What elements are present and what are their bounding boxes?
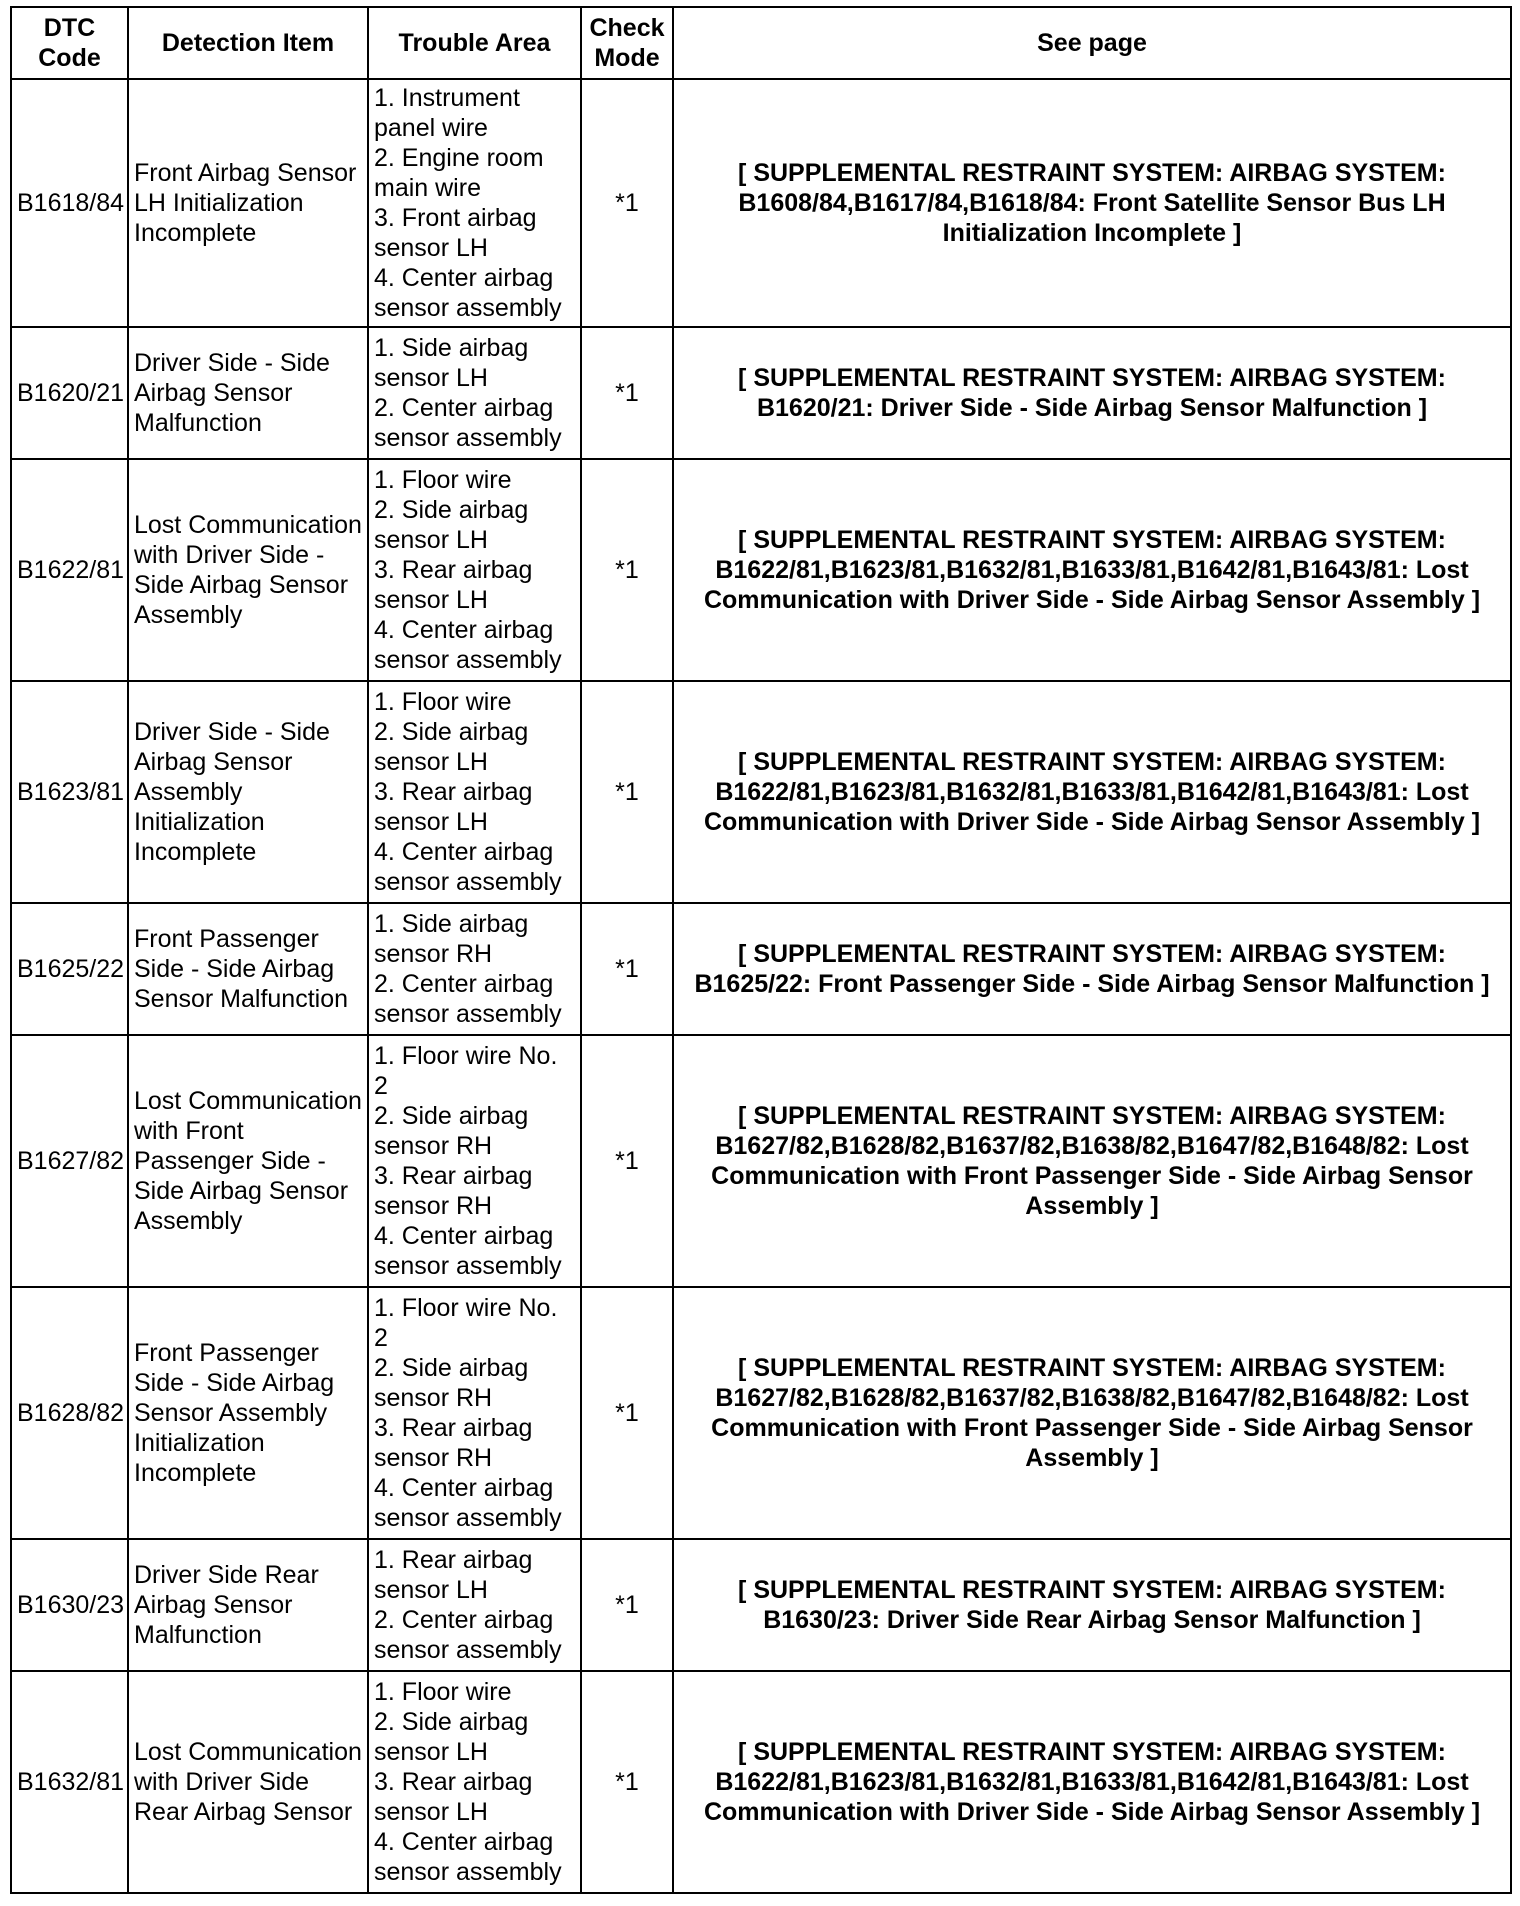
- trouble-area-item: 4. Center airbag sensor assembly: [374, 838, 562, 896]
- detection-item-cell: Lost Communication with Front Passenger Side - Side Airbag Sensor Assembly: [128, 1035, 368, 1287]
- dtc-code-cell: B1623/81: [11, 681, 128, 903]
- check-mode-cell: *1: [581, 1287, 673, 1539]
- see-page-link[interactable]: [ SUPPLEMENTAL RESTRAINT SYSTEM: AIRBAG SYSTEM: B1625/22: Front Passenger Side - Side Airbag Sensor Malfunction ]: [673, 903, 1511, 1035]
- trouble-area-item: 1. Floor wire: [374, 688, 512, 716]
- see-page-link[interactable]: [ SUPPLEMENTAL RESTRAINT SYSTEM: AIRBAG SYSTEM: B1622/81,B1623/81,B1632/81,B1633/81,B1642/81,B1643/81: Lost Communication with Driver Side - Side Airbag Sensor Assembly ]: [673, 1671, 1511, 1893]
- trouble-area-cell: [368, 459, 581, 681]
- trouble-area-item: 1. Instrument panel wire: [374, 84, 520, 142]
- header-detection-item: Detection Item: [128, 7, 368, 79]
- trouble-area-item: 3. Rear airbag sensor LH: [374, 778, 533, 836]
- check-mode-cell: *1: [581, 1539, 673, 1671]
- detection-item-cell: Front Passenger Side - Side Airbag Sensor Assembly Initialization Incomplete: [128, 1287, 368, 1539]
- trouble-area-item: 4. Center airbag sensor assembly: [374, 264, 562, 322]
- trouble-area-cell: [368, 1539, 581, 1671]
- header-dtc-code: DTC Code: [11, 7, 128, 79]
- detection-item-cell: Front Airbag Sensor LH Initialization Incomplete: [128, 79, 368, 327]
- trouble-area-item: 3. Rear airbag sensor RH: [374, 1162, 533, 1220]
- trouble-area-cell: [368, 1671, 581, 1893]
- trouble-area-item: 1. Floor wire: [374, 466, 512, 494]
- see-page-link[interactable]: [ SUPPLEMENTAL RESTRAINT SYSTEM: AIRBAG SYSTEM: B1630/23: Driver Side Rear Airbag Sensor Malfunction ]: [673, 1539, 1511, 1671]
- trouble-area-item: 1. Rear airbag sensor LH: [374, 1546, 533, 1604]
- trouble-area-item: 1. Floor wire No. 2: [374, 1294, 558, 1352]
- table-row: [11, 327, 1511, 459]
- table-row: [11, 681, 1511, 903]
- trouble-area-cell: [368, 1035, 581, 1287]
- detection-item-cell: Front Passenger Side - Side Airbag Sensor Malfunction: [128, 903, 368, 1035]
- table-row: [11, 1671, 1511, 1893]
- trouble-area-item: 2. Side airbag sensor RH: [374, 1354, 529, 1412]
- dtc-code-cell: B1632/81: [11, 1671, 128, 1893]
- check-mode-cell: *1: [581, 1671, 673, 1893]
- trouble-area-item: 4. Center airbag sensor assembly: [374, 1474, 562, 1532]
- trouble-area-item: 2. Center airbag sensor assembly: [374, 1606, 562, 1664]
- check-mode-cell: *1: [581, 459, 673, 681]
- header-trouble-area: Trouble Area: [368, 7, 581, 79]
- trouble-area-item: 4. Center airbag sensor assembly: [374, 616, 562, 674]
- trouble-area-cell: [368, 79, 581, 327]
- trouble-area-item: 1. Floor wire: [374, 1678, 512, 1706]
- trouble-area-item: 3. Rear airbag sensor LH: [374, 1768, 533, 1826]
- dtc-code-cell: B1627/82: [11, 1035, 128, 1287]
- see-page-link[interactable]: [ SUPPLEMENTAL RESTRAINT SYSTEM: AIRBAG SYSTEM: B1627/82,B1628/82,B1637/82,B1638/82,B1647/82,B1648/82: Lost Communication with Front Passenger Side - Side Airbag Sensor Assembly ]: [673, 1035, 1511, 1287]
- check-mode-cell: *1: [581, 327, 673, 459]
- trouble-area-item: 2. Center airbag sensor assembly: [374, 394, 562, 452]
- dtc-table: [10, 6, 1512, 1894]
- trouble-area-item: 3. Rear airbag sensor RH: [374, 1414, 533, 1472]
- table-row: [11, 1035, 1511, 1287]
- see-page-link[interactable]: [ SUPPLEMENTAL RESTRAINT SYSTEM: AIRBAG SYSTEM: B1622/81,B1623/81,B1632/81,B1633/81,B1642/81,B1643/81: Lost Communication with Driver Side - Side Airbag Sensor Assembly ]: [673, 459, 1511, 681]
- trouble-area-item: 2. Side airbag sensor LH: [374, 718, 529, 776]
- header-row: [11, 7, 1511, 79]
- check-mode-cell: *1: [581, 79, 673, 327]
- trouble-area-item: 1. Side airbag sensor RH: [374, 910, 529, 968]
- trouble-area-item: 3. Front airbag sensor LH: [374, 204, 537, 262]
- dtc-code-cell: B1618/84: [11, 79, 128, 327]
- table-row: [11, 79, 1511, 327]
- dtc-code-cell: B1625/22: [11, 903, 128, 1035]
- see-page-link[interactable]: [ SUPPLEMENTAL RESTRAINT SYSTEM: AIRBAG SYSTEM: B1627/82,B1628/82,B1637/82,B1638/82,B1647/82,B1648/82: Lost Communication with Front Passenger Side - Side Airbag Sensor Assembly ]: [673, 1287, 1511, 1539]
- detection-item-cell: Driver Side - Side Airbag Sensor Assembly Initialization Incomplete: [128, 681, 368, 903]
- see-page-link[interactable]: [ SUPPLEMENTAL RESTRAINT SYSTEM: AIRBAG SYSTEM: B1608/84,B1617/84,B1618/84: Front Satellite Sensor Bus LH Initialization Incomplete ]: [673, 79, 1511, 327]
- see-page-link[interactable]: [ SUPPLEMENTAL RESTRAINT SYSTEM: AIRBAG SYSTEM: B1620/21: Driver Side - Side Airbag Sensor Malfunction ]: [673, 327, 1511, 459]
- table-row: [11, 903, 1511, 1035]
- trouble-area-item: 1. Floor wire No. 2: [374, 1042, 558, 1100]
- dtc-code-cell: B1622/81: [11, 459, 128, 681]
- trouble-area-cell: [368, 903, 581, 1035]
- trouble-area-item: 2. Side airbag sensor LH: [374, 1708, 529, 1766]
- trouble-area-cell: [368, 327, 581, 459]
- check-mode-cell: *1: [581, 1035, 673, 1287]
- table-row: [11, 1287, 1511, 1539]
- trouble-area-cell: [368, 1287, 581, 1539]
- trouble-area-item: 2. Engine room main wire: [374, 144, 544, 202]
- trouble-area-item: 4. Center airbag sensor assembly: [374, 1828, 562, 1886]
- see-page-link[interactable]: [ SUPPLEMENTAL RESTRAINT SYSTEM: AIRBAG SYSTEM: B1622/81,B1623/81,B1632/81,B1633/81,B1642/81,B1643/81: Lost Communication with Driver Side - Side Airbag Sensor Assembly ]: [673, 681, 1511, 903]
- dtc-code-cell: B1620/21: [11, 327, 128, 459]
- table-row: [11, 459, 1511, 681]
- table-header: [11, 7, 1511, 79]
- table-row: [11, 1539, 1511, 1671]
- table-body: [11, 79, 1511, 1893]
- detection-item-cell: Driver Side - Side Airbag Sensor Malfunction: [128, 327, 368, 459]
- header-check-mode: Check Mode: [581, 7, 673, 79]
- trouble-area-item: 1. Side airbag sensor LH: [374, 334, 529, 392]
- dtc-code-cell: B1628/82: [11, 1287, 128, 1539]
- check-mode-cell: *1: [581, 903, 673, 1035]
- trouble-area-item: 2. Side airbag sensor LH: [374, 496, 529, 554]
- trouble-area-cell: [368, 681, 581, 903]
- dtc-code-cell: B1630/23: [11, 1539, 128, 1671]
- trouble-area-item: 2. Side airbag sensor RH: [374, 1102, 529, 1160]
- trouble-area-item: 4. Center airbag sensor assembly: [374, 1222, 562, 1280]
- detection-item-cell: Lost Communication with Driver Side - Side Airbag Sensor Assembly: [128, 459, 368, 681]
- detection-item-cell: Lost Communication with Driver Side Rear Airbag Sensor: [128, 1671, 368, 1893]
- trouble-area-item: 3. Rear airbag sensor LH: [374, 556, 533, 614]
- header-see-page: See page: [673, 7, 1511, 79]
- check-mode-cell: *1: [581, 681, 673, 903]
- detection-item-cell: Driver Side Rear Airbag Sensor Malfunction: [128, 1539, 368, 1671]
- trouble-area-item: 2. Center airbag sensor assembly: [374, 970, 562, 1028]
